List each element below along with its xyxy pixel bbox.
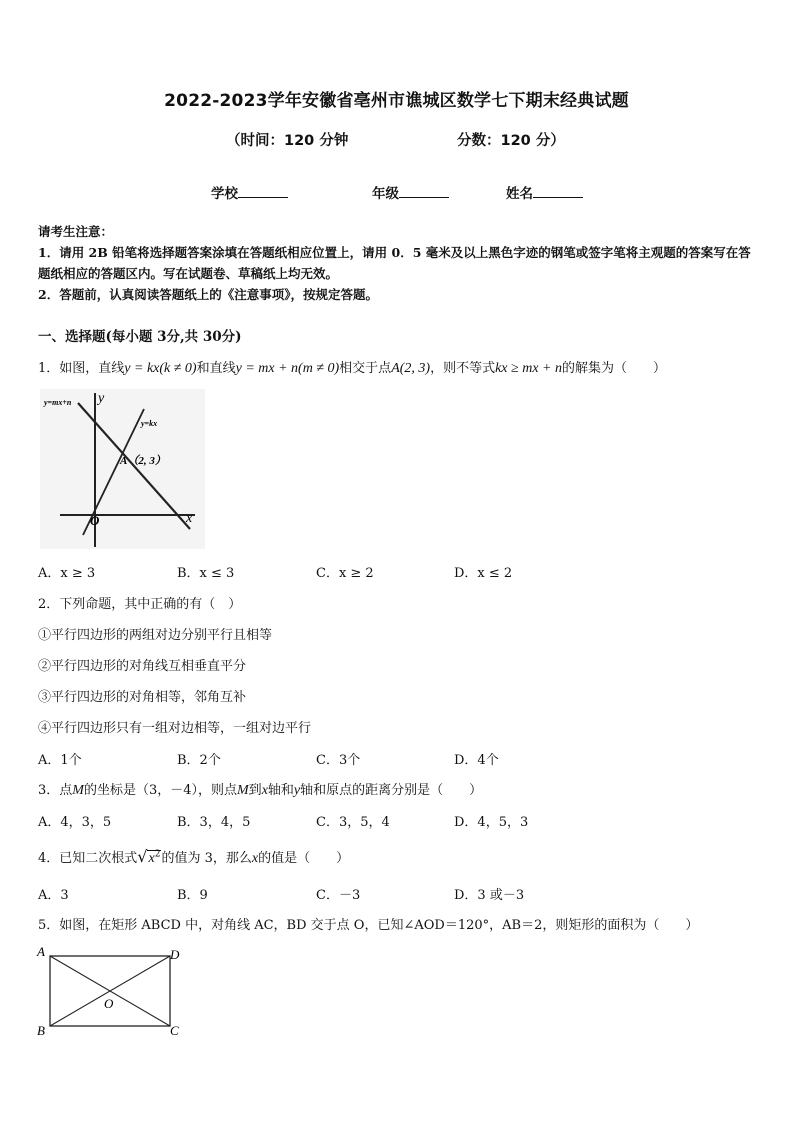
q1-text-2: 和直线 bbox=[196, 361, 236, 376]
q2-statement-2: ②平行四边形的对角线互相垂直平分 bbox=[38, 659, 247, 674]
grade-field[interactable] bbox=[372, 182, 449, 202]
q1-option-a[interactable]: A．x ≥ 3 bbox=[38, 566, 96, 581]
q2-option-a[interactable]: A．1个 bbox=[38, 753, 82, 768]
q4-option-c[interactable]: C．－3 bbox=[316, 888, 361, 903]
q4-text-2: 的值为 3，那么 bbox=[161, 851, 252, 866]
notice-item-2: 2．答题前，认真阅读答题纸上的《注意事项》，按规定答题。 bbox=[38, 287, 378, 302]
q1-formula-3: A(2, 3) bbox=[391, 361, 431, 376]
q2-statement-1: ①平行四边形的两组对边分别平行且相等 bbox=[38, 628, 273, 643]
q4-option-a[interactable]: A．3 bbox=[38, 888, 69, 903]
q2-option-b[interactable]: B．2个 bbox=[177, 753, 221, 768]
q3-stem bbox=[38, 779, 482, 799]
q1-text-3: 相交于点 bbox=[339, 361, 392, 376]
origin-label: O bbox=[90, 513, 100, 528]
q1-formula-1: y = kx(k ≠ 0) bbox=[124, 361, 197, 376]
q4-option-d[interactable]: D．3 或－3 bbox=[454, 888, 525, 903]
q3-option-d[interactable]: D．4，5，3 bbox=[454, 815, 529, 830]
q1-text-4: ，则不等式 bbox=[430, 361, 496, 376]
name-blank[interactable] bbox=[533, 185, 583, 198]
point-a-label: A（2, 3） bbox=[120, 455, 166, 467]
school-blank[interactable] bbox=[238, 185, 288, 198]
name-field[interactable] bbox=[506, 182, 583, 202]
q4-option-b[interactable]: B．9 bbox=[177, 888, 208, 903]
q3-var-y: y bbox=[293, 783, 301, 798]
notice-block bbox=[38, 221, 763, 305]
q4-var-x: x bbox=[251, 851, 259, 866]
center-o-label: O bbox=[104, 996, 114, 1011]
q3-text-1: 3．点 bbox=[38, 783, 73, 798]
q2-statement-4: ④平行四边形只有一组对边相等，一组对边平行 bbox=[38, 721, 312, 736]
notice-heading: 请考生注意： bbox=[38, 224, 114, 239]
name-label: 姓名 bbox=[506, 186, 533, 202]
q1-graph-figure bbox=[40, 389, 205, 549]
q1-text-5: 的解集为（ ） bbox=[561, 361, 666, 376]
q5-rectangle-figure bbox=[34, 944, 194, 1040]
q3-text-2: 的坐标是（3，－4），则点 bbox=[83, 783, 237, 798]
q1-stem bbox=[38, 357, 666, 377]
q1-option-c[interactable]: C．x ≥ 2 bbox=[316, 566, 374, 581]
school-label: 学校 bbox=[211, 186, 238, 202]
notice-item-1: 1．请用 2B 铅笔将选择题答案涂填在答题纸相应位置上，请用 0．5 毫米及以上黑色字迹的钢笔或签字笔将主观题的答案写在答题纸相应的答题区内。写在试题卷、草稿纸上均无效。 bbox=[38, 245, 751, 281]
exam-score: 分数：120 分） bbox=[457, 133, 565, 149]
section-heading: 一、选择题(每小题 3分,共 30分) bbox=[38, 329, 242, 345]
q5-stem: 5．如图，在矩形 ABCD 中，对角线 AC，BD 交于点 O，已知∠AOD＝120°，AB＝2，则矩形的面积为（ ） bbox=[38, 918, 699, 933]
q4-text-1: 4．已知二次根式 bbox=[38, 851, 138, 866]
q3-option-b[interactable]: B．3，4，5 bbox=[177, 815, 251, 830]
vertex-b-label: B bbox=[37, 1023, 45, 1038]
q2-option-c[interactable]: C．3个 bbox=[316, 753, 361, 768]
q3-var-x: x bbox=[261, 783, 268, 798]
q2-statement-3: ③平行四边形的对角相等，邻角互补 bbox=[38, 690, 247, 705]
q3-text-4: 轴和 bbox=[267, 783, 294, 798]
grade-blank[interactable] bbox=[399, 185, 449, 198]
vertex-a-label: A bbox=[37, 944, 45, 959]
y-axis-label: y bbox=[98, 391, 105, 406]
q4-radicand: x bbox=[148, 851, 155, 866]
q3-option-c[interactable]: C．3，5，4 bbox=[316, 815, 390, 830]
x-axis-label: x bbox=[186, 511, 193, 526]
q2-stem: 2．下列命题，其中正确的有（ ） bbox=[38, 597, 242, 612]
vertex-d-label: D bbox=[170, 947, 180, 962]
q3-var-m: M bbox=[72, 783, 84, 798]
grade-label: 年级 bbox=[372, 186, 399, 202]
q1-option-d[interactable]: D．x ≤ 2 bbox=[454, 566, 513, 581]
q4-exponent: 2 bbox=[154, 849, 161, 860]
sqrt-icon: √ bbox=[137, 847, 148, 866]
vertex-c-label: C bbox=[170, 1023, 179, 1038]
q3-var-m-2: M bbox=[237, 783, 249, 798]
page-title: 2022-2023学年安徽省亳州市谯城区数学七下期末经典试题 bbox=[164, 91, 629, 111]
q1-formula-4: kx ≥ mx + n bbox=[495, 361, 562, 376]
q4-text-3: 的值是（ ） bbox=[258, 851, 350, 866]
school-field[interactable] bbox=[211, 182, 288, 202]
q1-option-b[interactable]: B．x ≤ 3 bbox=[177, 566, 235, 581]
q3-option-a[interactable]: A．4，3，5 bbox=[38, 815, 112, 830]
q1-formula-2: y = mx + n(m ≠ 0) bbox=[235, 361, 340, 376]
exam-time: （时间：120 分钟 bbox=[226, 133, 349, 149]
line-label-kx: y=kx bbox=[141, 419, 158, 428]
q3-text-3: 到 bbox=[248, 783, 262, 798]
q2-option-d[interactable]: D．4个 bbox=[454, 753, 499, 768]
q3-text-5: 轴和原点的距离分别是（ ） bbox=[300, 783, 483, 798]
line-label-mxn: y=mx+n bbox=[44, 398, 72, 407]
q1-text-1: 1．如图，直线 bbox=[38, 361, 125, 376]
q4-stem bbox=[38, 847, 349, 867]
